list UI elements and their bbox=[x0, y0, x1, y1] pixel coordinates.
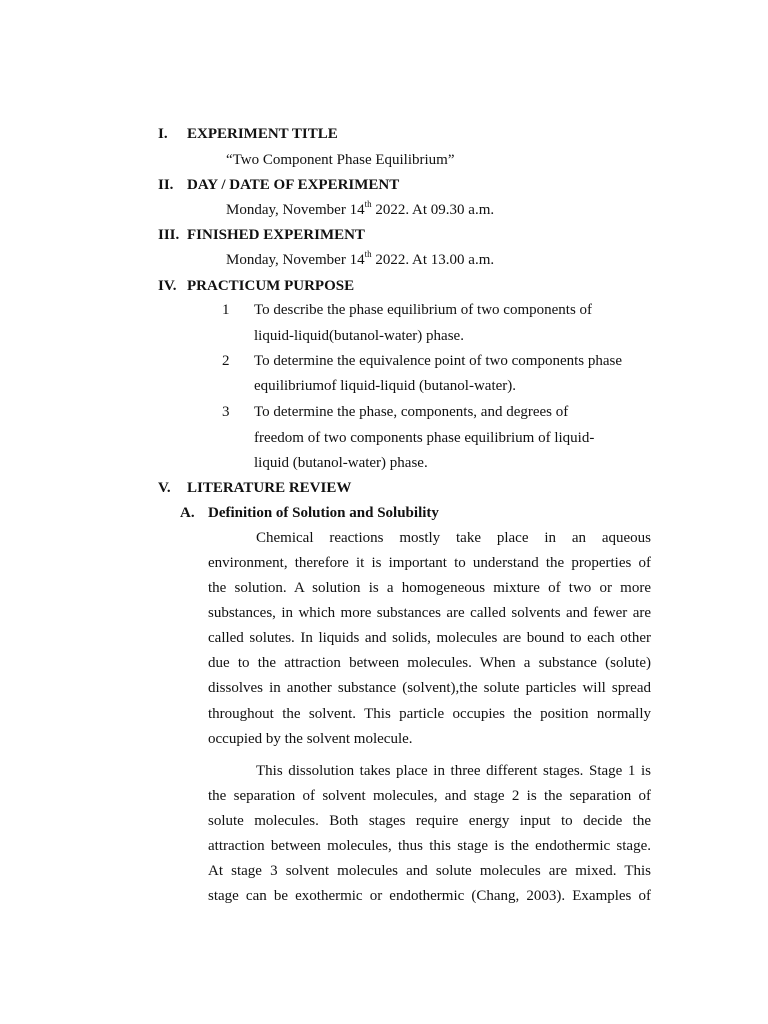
purpose-item-1-line-1: To describe the phase equilibrium of two components of bbox=[254, 302, 593, 318]
paragraph-2-line-1: This dissolution takes place in three different stages. Stage 1 is bbox=[256, 763, 651, 779]
paragraph-1-line-9: occupied by the solvent molecule. bbox=[208, 731, 413, 747]
subsection-a-title: Definition of Solution and Solubility bbox=[208, 505, 439, 521]
purpose-item-1-number: 1 bbox=[222, 302, 230, 318]
paragraph-1-line-4: substances, in which more substances are called solvents and fewer are bbox=[208, 605, 651, 621]
section-2-number: II. bbox=[158, 177, 174, 193]
subsection-a-number: A. bbox=[180, 505, 195, 521]
section-3-title: FINISHED EXPERIMENT bbox=[187, 227, 365, 243]
section-3-number: III. bbox=[158, 227, 180, 243]
section-5-number: V. bbox=[158, 480, 171, 496]
purpose-item-3-line-1: To determine the phase, components, and degrees of bbox=[254, 404, 569, 420]
paragraph-1-line-6: due to the attraction between molecules. When a substance (solute) bbox=[208, 655, 651, 671]
date-time-text: 2022. At 09.30 a.m. bbox=[371, 202, 495, 218]
paragraph-1-line-7: dissolves in another substance (solvent),the solute particles will spread bbox=[208, 680, 651, 696]
purpose-item-1-line-2: liquid-liquid(butanol-water) phase. bbox=[254, 328, 464, 344]
paragraph-2-line-6: stage can be exothermic or endothermic (Chang, 2003). Examples of bbox=[208, 888, 651, 904]
purpose-item-2-number: 2 bbox=[222, 353, 230, 369]
paragraph-1-line-1: Chemical reactions mostly take place in an aqueous bbox=[256, 530, 651, 546]
section-5-title: LITERATURE REVIEW bbox=[187, 480, 352, 496]
experiment-start-date bbox=[226, 199, 495, 219]
purpose-item-3-line-3: liquid (butanol-water) phase. bbox=[254, 455, 428, 471]
purpose-item-2-line-1: To determine the equivalence point of two components phase bbox=[254, 353, 623, 369]
date-time-text: 2022. At 13.00 a.m. bbox=[371, 252, 495, 268]
section-4-number: IV. bbox=[158, 278, 177, 294]
date-text: Monday, November 14 bbox=[226, 252, 365, 268]
paragraph-2-line-2: the separation of solvent molecules, and stage 2 is the separation of bbox=[208, 788, 651, 804]
section-2-title: DAY / DATE OF EXPERIMENT bbox=[187, 177, 400, 193]
paragraph-1-line-5: called solutes. In liquids and solids, molecules are bound to each other bbox=[208, 630, 651, 646]
paragraph-1-line-2: environment, therefore it is important to understand the properties of bbox=[208, 555, 651, 571]
paragraph-1-line-8: throughout the solvent. This particle occupies the position normally bbox=[208, 706, 651, 722]
paragraph-2-line-5: At stage 3 solvent molecules and solute molecules are mixed. This bbox=[208, 863, 651, 879]
paragraph-2-line-3: solute molecules. Both stages require energy input to decide the bbox=[208, 813, 651, 829]
purpose-item-2-line-2: equilibriumof liquid-liquid (butanol-water). bbox=[254, 378, 517, 394]
purpose-item-3-number: 3 bbox=[222, 404, 230, 420]
experiment-title-text: “Two Component Phase Equilibrium” bbox=[226, 152, 455, 168]
purpose-item-3-line-2: freedom of two components phase equilibrium of liquid- bbox=[254, 430, 595, 446]
section-4-title: PRACTICUM PURPOSE bbox=[187, 278, 355, 294]
date-ordinal: th bbox=[364, 199, 372, 209]
experiment-finish-date bbox=[226, 249, 495, 269]
section-1-title: EXPERIMENT TITLE bbox=[187, 126, 338, 142]
section-1-number: I. bbox=[158, 126, 168, 142]
date-text: Monday, November 14 bbox=[226, 202, 365, 218]
paragraph-1-line-3: the solution. A solution is a homogeneous mixture of two or more bbox=[208, 580, 651, 596]
date-ordinal: th bbox=[364, 249, 372, 259]
paragraph-2-line-4: attraction between molecules, thus this stage is the endothermic stage. bbox=[208, 838, 651, 854]
